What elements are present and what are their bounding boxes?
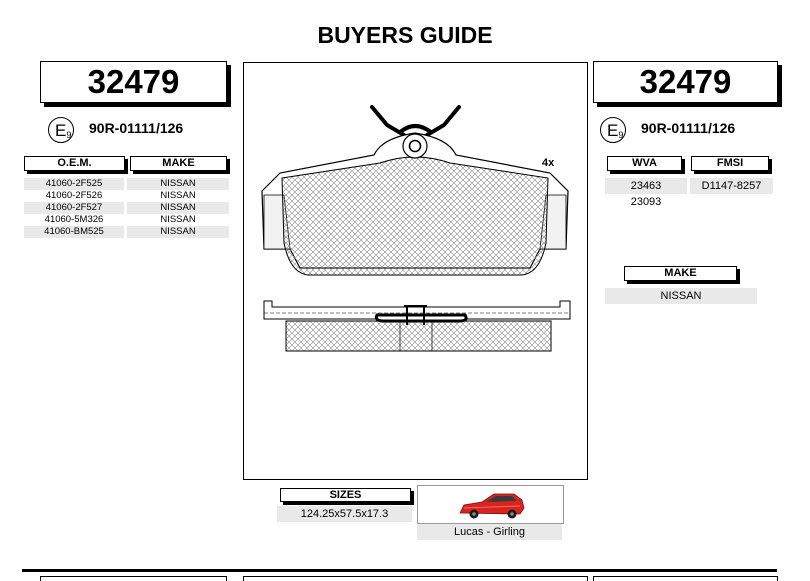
approval-code-left: 90R-01111/126 — [89, 120, 184, 136]
make-cell: NISSAN — [127, 202, 229, 214]
vehicle-caption: Lucas - Girling — [417, 524, 562, 540]
e-mark-letter: E — [55, 121, 67, 140]
oem-cell: 41060-5M326 — [44, 214, 104, 225]
make-cell: NISSAN — [127, 178, 229, 190]
wva-cell: 23093 — [630, 196, 662, 208]
brake-pad-diagram — [244, 63, 587, 479]
next-part-box — [40, 576, 227, 581]
oem-cell: 41060-2F527 — [24, 202, 124, 214]
sizes-header: SIZES — [280, 488, 411, 502]
car-icon — [418, 486, 563, 523]
oem-header: O.E.M. — [24, 156, 125, 171]
part-number-right: 32479 — [593, 61, 778, 103]
sizes-value: 124.25x57.5x17.3 — [277, 506, 412, 522]
make-box-header: MAKE — [624, 266, 737, 281]
fmsi-header: FMSI — [691, 156, 769, 171]
e-mark-number: 9 — [66, 130, 72, 140]
make-cell: NISSAN — [160, 190, 196, 201]
make-cell: NISSAN — [160, 214, 196, 225]
approval-code-right: 90R-01111/126 — [641, 120, 736, 136]
e-mark-letter: E — [607, 121, 619, 140]
make-box-value: NISSAN — [605, 288, 757, 304]
make-header: MAKE — [130, 156, 227, 171]
oem-cell: 41060-BM525 — [24, 226, 124, 238]
e-mark-number: 9 — [618, 130, 624, 140]
e-mark-icon — [600, 117, 626, 143]
quantity-label: 4x — [542, 157, 555, 169]
next-drawing-box — [243, 576, 588, 581]
part-number-left: 32479 — [40, 61, 227, 103]
make-cell: NISSAN — [127, 226, 229, 238]
e-mark-icon — [48, 117, 74, 143]
wva-cell: 23463 — [605, 178, 687, 194]
vehicle-photo — [417, 485, 564, 524]
oem-cell: 41060-2F525 — [24, 178, 124, 190]
wva-header: WVA — [607, 156, 682, 171]
next-part-box-right — [593, 576, 778, 581]
page-title: BUYERS GUIDE — [317, 22, 493, 48]
fmsi-cell: D1147-8257 — [690, 178, 773, 194]
brake-pad-drawing — [243, 62, 588, 480]
oem-cell: 41060-2F526 — [45, 190, 103, 201]
section-divider — [22, 569, 777, 572]
